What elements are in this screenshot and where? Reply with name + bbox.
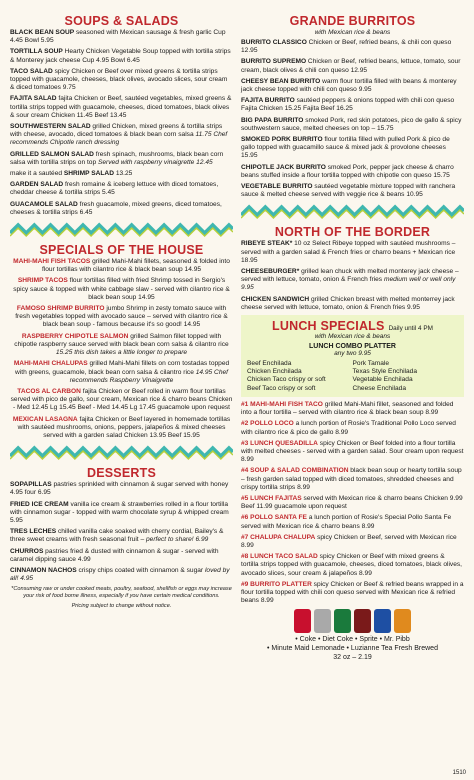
menu-item: FAJITA BURRITO sautéed peppers & onions topped with chili con queso Fajita Chicken 15.25 Fajita Beef 16.25 [241, 97, 455, 113]
menu-item: GUACAMOLE SALAD fresh guacamole, mixed greens, diced tomatoes, cheeses & tortilla strips 6.45 [10, 200, 222, 216]
diet-coke-can-icon [314, 609, 331, 633]
burritos-title: GRANDE BURRITOS [289, 14, 416, 28]
menu-item: #8 LUNCH TACO SALAD spicy Chicken or Beef with mixed greens & tortilla strips topped with guacamole, cheeses, diced tomatoes, black olives, avocado slices, sour cream & jalapeños 8.99 [241, 553, 463, 577]
soups-list [10, 29, 233, 217]
combo-option: Texas Style Enchilada [352, 368, 418, 376]
menu-item: FRIED ICE CREAM vanilla ice cream & strawberries rolled in a flour tortilla with cinnamon sugar - topped with warm chocolate syrup & whipped cream 5.95 [10, 500, 229, 524]
combo-option: Cheese Enchilada [352, 384, 407, 392]
menu-item: MAHI-MAHI FISH TACOS grilled Mahi-Mahi fillets, seasoned & folded into flour tortillas with cilantro rice & black bean soup 14.95 [13, 258, 230, 274]
menu-item: VEGETABLE BURRITO sautéed vegetable mixture topped with ranchera sauce & melted cheese served with veggie rice & beans 10.95 [241, 183, 456, 199]
lunch-header [247, 319, 458, 333]
combo-option: Beef Enchilada [247, 360, 292, 368]
menu-item: #9 BURRITO PLATTER spicy Chicken or Beef & refried beans wrapped in a flour tortilla topped with chili con queso served with Mexican rice & refried beans 8.99 [241, 580, 464, 605]
combo-option: Vegetable Enchilada [352, 376, 413, 384]
menu-item: MAHI-MAHI CHALUPAS grilled Mahi-Mahi fillets on corn tostadas topped with greens, guacamole, black bean corn salsa & cilantro rice 14.95 Chef recommends Raspberry Vinaigrette [13, 360, 230, 384]
menu-item: BLACK BEAN SOUP seasoned with Mexican sausage & fresh garlic Cup 4.45 Bowl 5.95 [10, 29, 226, 45]
menu-item: TORTILLA SOUP Hearty Chicken Vegetable Soup topped with tortilla strips & Monterey jack cheese Cup 4.95 Bowl 6.45 [10, 48, 231, 64]
menu-item: #5 LUNCH FAJITAS served with Mexican rice & charro beans Chicken 9.99 Beef 11.99 guacamole upon request [241, 494, 463, 511]
minute-maid-can-icon [374, 609, 391, 633]
zigzag-divider [10, 221, 233, 239]
menu-item: BURRITO SUPREMO Chicken or Beef, refried beans, lettuce, tomato, sour cream, black olives & chili con queso 12.95 [241, 58, 461, 74]
combo-option: Pork Tamale [352, 360, 390, 368]
left-column [10, 14, 233, 772]
sprite-can-icon [334, 609, 351, 633]
menu-item: FAMOSO SHRIMP BURRITO jumbo Shrimp in zesty tomato sauce with fresh vegetables topped with avocado sauce – served with cilantro rice & black bean soup - famous because it's so good! 14.95 [15, 305, 228, 329]
menu-item: FAJITA SALAD fajita Chicken or Beef, sautéed vegetables, mixed greens & tortilla strips topped with guacamole, cheeses, diced tomatoes, black olives & sour cream Chicken 11.45 Beef 13.45 [10, 95, 232, 119]
drinks-price: 32 oz – 2.19 [333, 654, 372, 662]
food-safety-note: *Consuming raw or under cooked meats, poultry, seafood, shellfish or eggs may increase your risk of food borne illness, especially if you have certain medical conditions. [11, 586, 232, 600]
menu-item: #1 MAHI-MAHI FISH TACO grilled Mahi-Mahi fillet, seasoned and folded into a flour tortilla – served with cilantro rice & black bean soup 8.99 [241, 400, 454, 417]
border-title: NORTH OF THE BORDER [274, 225, 431, 240]
menu-item: GRILLED SALMON SALAD fresh spinach, mushrooms, black bean corn salsa with tortilla strips on top Served with raspberry vinaigrette 12.45 [10, 150, 224, 166]
combo-options [247, 360, 458, 393]
menu-item: SHRIMP TACOS flour tortillas filled with fried Shrimp tossed in Sergio's spicy sauce & topped with white cabbage slaw - served with cilantro rice & black bean soup 14.95 [13, 277, 230, 301]
menu-item: BIG PAPA BURRITO smoked Pork, red skin potatoes, pico de gallo & spicy southwestern sauce, melted cheeses on top – 15.75 [241, 116, 462, 132]
menu-item: SOPAPILLAS pastries sprinkled with cinnamon & sugar served with honey 4.95 four 6.95 [10, 481, 229, 497]
combo-option: Beef Taco crispy or soft [247, 384, 316, 392]
specials-list [10, 258, 233, 440]
desserts-list [10, 481, 233, 583]
drinks-line-1: • Coke • Diet Coke • Sprite • Mr. Pibb [295, 636, 410, 644]
border-list [241, 240, 464, 312]
drinks-list [241, 635, 464, 662]
combo-title: LUNCH COMBO PLATTER [309, 343, 396, 351]
coke-can-icon [294, 609, 311, 633]
lunch-combo-box [241, 315, 464, 397]
menu-item: CHIPOTLE JACK BURRITO smoked Pork, pepper jack cheese & charro beans stuffed inside a flour tortilla topped with chipotle con queso 15.75 [241, 163, 454, 179]
page-number: 1510 [452, 770, 466, 776]
menu-item: #6 POLLO SANTA FE a lunch portion of Rosie's Special Pollo Santa Fe served with Mexican rice & charro beans 8.99 [241, 514, 452, 530]
pricing-note: Pricing subject to change without notice. [71, 603, 172, 610]
menu-item: #3 LUNCH QUESADILLA spicy Chicken or Beef folded into a flour tortilla with melted cheeses - served with a garden salad. Sour cream upon request 8.99 [241, 439, 464, 464]
combo-option: Chicken Enchilada [247, 368, 302, 376]
menu-item: CHEESEBURGER* grilled lean chuck with melted monterey jack cheese – served with lettuce, tomato, onion & French fries medium well or well only 9.95 [241, 268, 459, 292]
menu-item: RASPBERRY CHIPOTLE SALMON grilled Salmon fillet topped with chipotle raspberry sauce served with black bean corn salsa & cilantro rice 15.25 this dish takes a little longer to prepare [14, 332, 229, 357]
menu-item: TACOS AL CARBON fajita Chicken or Beef rolled in warm flour tortillas served with pico de gallo, sour cream, Mexican rice & charro beans Chicken - Med 12.45 Lg 15.45 Beef - Med 14.45 Lg 17.45 guacamole upon request [10, 387, 233, 412]
combo-option: Chicken Taco crispy or soft [247, 376, 326, 384]
lunch-hours: Daily until 4 PM [388, 325, 433, 333]
menu-item: CHURROS pastries fried & dusted with cinnamon & sugar - served with caramel dipping sauce 4.99 [10, 547, 219, 563]
menu-item: #7 CHALUPA CHALUPA spicy Chicken or Beef, served with Mexican rice 8.99 [241, 533, 457, 549]
menu-item: TACO SALAD spicy Chicken or Beef over mixed greens & tortilla strips topped with guacamole, cheeses, black olives, avocado slices, sour cream & diced tomatoes 9.75 [10, 67, 228, 92]
menu-item: SOUTHWESTERN SALAD grilled Chicken, mixed greens & tortilla strips with cheese, avocado, diced tomatoes & black bean corn salsa 11.75 Chef recommends Chipotle ranch dressing [10, 123, 228, 147]
menu-item: GARDEN SALAD fresh romaine & iceberg lettuce with diced tomatoes, cheddar cheese & tortilla strips 5.45 [10, 181, 219, 197]
menu-item: CHICKEN SANDWICH grilled Chicken breast with melted monterrey jack cheese served with lettuce, tomato, onion & French fries 9.95 [241, 295, 455, 311]
burritos-list [241, 39, 464, 199]
soups-title: SOUPS & SALADS [64, 14, 179, 28]
menu-item: SMOKED PORK BURRITO flour tortilla filled with pulled Pork & pico de gallo topped with guacamillo sauce & mixed jack & provolone cheeses 15.95 [241, 136, 450, 160]
menu-item: #2 POLLO LOCO a lunch portion of Rosie's Traditional Pollo Loco served with cilantro rice & pico de gallo 8.99 [241, 420, 456, 436]
burritos-subtitle: with Mexican rice & beans [314, 29, 391, 36]
right-column [241, 14, 464, 772]
menu-item: CHEESY BEAN BURRITO warm flour tortilla filled with beans & monterey jack cheese topped with chili con queso 9.95 [241, 77, 457, 94]
menu-item: make it a sautéed SHRIMP SALAD 13.25 [10, 170, 133, 178]
menu-item: TRES LECHES chilled vanilla cake soaked with cherry cordial, Bailey's & three sweet creams with fresh seasonal fruit – perfect to share! 6.99 [10, 528, 224, 544]
mr-pibb-can-icon [354, 609, 371, 633]
lunch-title: LUNCH SPECIALS [272, 319, 385, 334]
desserts-title: DESSERTS [87, 466, 156, 481]
menu-item: CINNAMON NACHOS crispy chips coated with cinnamon & sugar loved by all! 4.95 [10, 566, 230, 583]
menu-item: #4 SOUP & SALAD COMBINATION black bean soup or hearty tortilla soup – fresh garden salad topped with diced tomatoes, shredded cheeses and crispy tortilla strips 8.99 [241, 467, 462, 491]
lunch-subtitle: with Mexican rice & beans [314, 333, 391, 341]
drinks-line-2: • Minute Maid Lemonade • Luzianne Tea Fresh Brewed [267, 645, 438, 653]
drink-cans [241, 609, 464, 633]
tea-can-icon [394, 609, 411, 633]
lunch-list [241, 401, 464, 605]
zigzag-divider [10, 444, 233, 462]
menu-item: MEXICAN LASAGNA fajita Chicken or Beef layered in homemade tortillas with sautéed mushrooms, onions, peppers, jalapeños & mixed cheeses served with a garden salad Chicken 13.95 Beef 15.95 [12, 415, 231, 439]
zigzag-divider [241, 203, 464, 221]
specials-title: SPECIALS OF THE HOUSE [39, 243, 204, 258]
menu-item: RIBEYE STEAK* 10 oz Select Ribeye topped with sautéed mushrooms – served with a garden salad & French fries or charro beans + Mexican rice 18.95 [241, 240, 456, 264]
combo-subtitle: any two 9.95 [334, 350, 371, 358]
menu-item: BURRITO CLASSICO Chicken or Beef, refried beans, & chili con queso 12.95 [241, 39, 452, 55]
